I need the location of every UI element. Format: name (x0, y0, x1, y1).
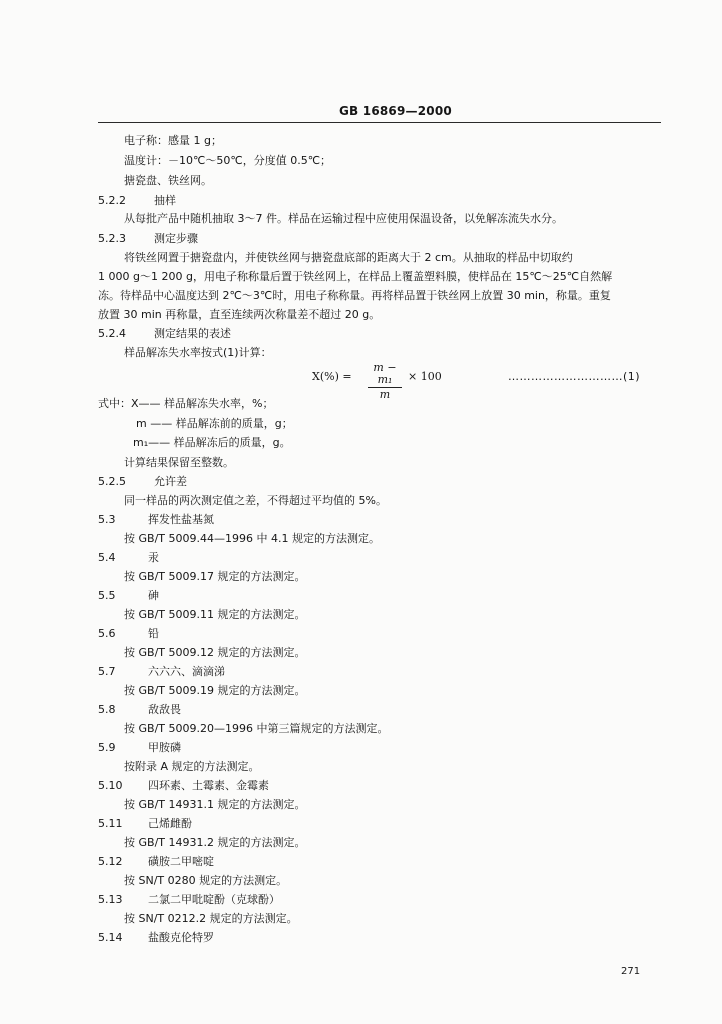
body-line: 按 GB/T 5009.12 规定的方法测定。 (124, 646, 306, 659)
section-title: 二氯二甲吡啶酚（克球酚） (148, 893, 280, 906)
section-5-8 (98, 703, 181, 717)
section-5-11 (98, 817, 192, 831)
section-5-14 (98, 931, 214, 945)
section-number: 5.10 (98, 779, 123, 792)
equipment-line-scale: 电子称：感量 1 g； (124, 134, 222, 147)
section-number: 5.7 (98, 665, 116, 678)
body-line: 冻。待样品中心温度达到 2℃～3℃时，用电子称称量。再将样品置于铁丝网上放置 30 min，称量。重复 (98, 289, 611, 302)
section-title: 测定结果的表述 (154, 327, 231, 340)
equation-label: …………………………(1) (508, 370, 641, 383)
section-5-13 (98, 893, 280, 907)
standard-number-header: GB 16869—2000 (339, 104, 452, 118)
section-5-2-2 (98, 194, 176, 208)
section-title: 己烯雌酚 (148, 817, 192, 830)
section-title: 四环素、土霉素、金霉素 (148, 779, 269, 792)
body-line: 计算结果保留至整数。 (124, 456, 234, 469)
body-line: 按 GB/T 5009.19 规定的方法测定。 (124, 684, 306, 697)
body-line: 按 GB/T 5009.17 规定的方法测定。 (124, 570, 306, 583)
section-5-10 (98, 779, 269, 793)
formula-denominator: m (379, 388, 391, 401)
section-5-7 (98, 665, 225, 679)
section-5-4 (98, 551, 159, 565)
formula-fraction (368, 362, 402, 401)
section-title: 磺胺二甲嘧啶 (148, 855, 214, 868)
body-line: 从每批产品中随机抽取 3～7 件。样品在运输过程中应使用保温设备，以免解冻流失水分。 (124, 212, 563, 225)
body-line: 将铁丝网置于搪瓷盘内，并使铁丝网与搪瓷盘底部的距离大于 2 cm。从抽取的样品中切取约 (124, 251, 573, 264)
section-title: 盐酸克伦特罗 (148, 931, 214, 944)
section-title: 甲胺磷 (148, 741, 181, 754)
body-line: 按 SN/T 0280 规定的方法测定。 (124, 874, 288, 887)
section-number: 5.2.2 (98, 194, 126, 207)
formula-lhs: X(%) = (312, 370, 352, 383)
body-line: 按 GB/T 14931.1 规定的方法测定。 (124, 798, 306, 811)
section-title: 六六六、滴滴涕 (148, 665, 225, 678)
section-title: 砷 (148, 589, 159, 602)
header-rule (98, 122, 661, 123)
section-number: 5.9 (98, 741, 116, 754)
body-line: 1 000 g～1 200 g，用电子称称量后置于铁丝网上，在样品上覆盖塑料膜，使样品在 15℃～25℃自然解 (98, 270, 613, 283)
section-5-12 (98, 855, 214, 869)
body-line: 按附录 A 规定的方法测定。 (124, 760, 260, 773)
equipment-line-tray: 搪瓷盘、铁丝网。 (124, 174, 212, 187)
legend-line-m1: m₁—— 样品解冻后的质量，g。 (133, 436, 291, 449)
section-number: 5.12 (98, 855, 123, 868)
section-number: 5.2.3 (98, 232, 126, 245)
body-line: 按 GB/T 5009.20—1996 中第三篇规定的方法测定。 (124, 722, 389, 735)
section-number: 5.8 (98, 703, 116, 716)
section-number: 5.6 (98, 627, 116, 640)
section-number: 5.2.5 (98, 475, 126, 488)
section-title: 挥发性盐基氮 (148, 513, 214, 526)
section-5-9 (98, 741, 181, 755)
body-line: 按 GB/T 14931.2 规定的方法测定。 (124, 836, 306, 849)
section-title: 测定步骤 (154, 232, 198, 245)
section-5-5 (98, 589, 159, 603)
formula-numerator: m − m₁ (373, 361, 397, 386)
section-number: 5.11 (98, 817, 123, 830)
section-title: 抽样 (154, 194, 176, 207)
section-5-6 (98, 627, 159, 641)
page-number: 271 (621, 966, 641, 977)
legend-line-x: 式中：X—— 样品解冻失水率，%； (98, 397, 274, 410)
section-5-2-5 (98, 475, 187, 489)
section-5-2-4 (98, 327, 231, 341)
section-number: 5.4 (98, 551, 116, 564)
section-number: 5.13 (98, 893, 123, 906)
section-title: 允许差 (154, 475, 187, 488)
section-number: 5.3 (98, 513, 116, 526)
section-number: 5.14 (98, 931, 123, 944)
body-line: 按 SN/T 0212.2 规定的方法测定。 (124, 912, 298, 925)
body-line: 按 GB/T 5009.11 规定的方法测定。 (124, 608, 306, 621)
section-number: 5.2.4 (98, 327, 126, 340)
section-title: 汞 (148, 551, 159, 564)
legend-line-m: m —— 样品解冻前的质量，g； (136, 417, 293, 430)
equipment-line-thermometer: 温度计：－10℃～50℃，分度值 0.5℃； (124, 154, 332, 167)
body-line: 同一样品的两次测定值之差，不得超过平均值的 5%。 (124, 494, 387, 507)
section-title: 铅 (148, 627, 159, 640)
body-line: 按 GB/T 5009.44—1996 中 4.1 规定的方法测定。 (124, 532, 380, 545)
section-5-2-3 (98, 232, 198, 246)
section-number: 5.5 (98, 589, 116, 602)
body-line: 放置 30 min 再称量，直至连续两次称量差不超过 20 g。 (98, 308, 381, 321)
section-5-3 (98, 513, 214, 527)
section-title: 敌敌畏 (148, 703, 181, 716)
formula-factor: × 100 (408, 370, 442, 383)
body-line: 样品解冻失水率按式(1)计算： (124, 346, 272, 359)
